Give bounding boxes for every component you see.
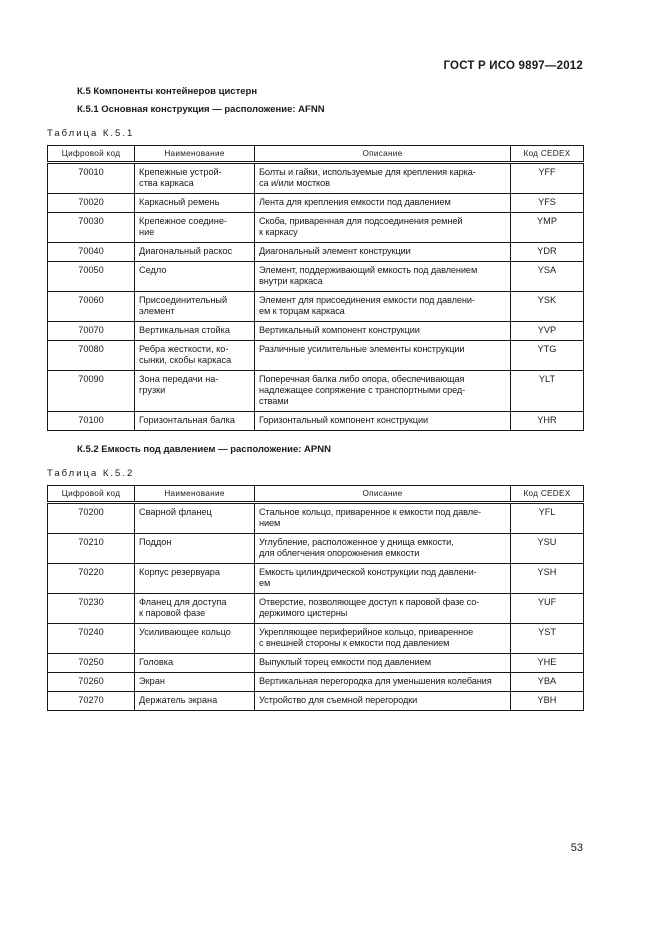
name-cell: Диагональный раскос [135,243,255,262]
name-cell: Зона передачи на- грузки [135,371,255,412]
name-cell: Вертикальная стойка [135,322,255,341]
description-cell: Углубление, расположенное у днища емкости, для облегчения опорожнения емкости [255,534,511,564]
name-cell: Крепежное соедине- ние [135,213,255,243]
code-cell: 70210 [48,534,135,564]
section-title: К.5 Компоненты контейнеров цистерн [77,86,258,97]
cedex-cell: YMP [511,213,584,243]
table-row [48,594,584,624]
code-cell: 70030 [48,213,135,243]
table-row [48,503,584,534]
table-caption-k51: Таблица К.5.1 [47,128,135,139]
cedex-cell: YST [511,624,584,654]
subsection-title-k51: К.5.1 Основная конструкция — расположение: AFNN [77,104,325,115]
table-row [48,262,584,292]
description-cell: Элемент для присоединения емкости под давлени- ем к торцам каркаса [255,292,511,322]
cedex-cell: YFL [511,503,584,534]
name-cell: Экран [135,673,255,692]
name-cell: Корпус резервуара [135,564,255,594]
table-row [48,163,584,194]
header-name: Наименование [135,486,255,503]
description-cell: Вертикальный компонент конструкции [255,322,511,341]
code-cell: 70260 [48,673,135,692]
code-cell: 70070 [48,322,135,341]
table-body-k51 [48,163,584,431]
name-cell: Седло [135,262,255,292]
description-cell: Отверстие, позволяющее доступ к паровой фазе со- держимого цистерны [255,594,511,624]
cedex-cell: YDR [511,243,584,262]
table-row [48,654,584,673]
table-header-row [48,486,584,503]
header-description: Описание [255,486,511,503]
code-cell: 70050 [48,262,135,292]
page-number: 53 [570,842,583,854]
name-cell: Поддон [135,534,255,564]
name-cell: Крепежные устрой- ства каркаса [135,163,255,194]
table-row [48,292,584,322]
code-cell: 70200 [48,503,135,534]
cedex-cell: YLT [511,371,584,412]
name-cell: Держатель экрана [135,692,255,711]
table-row [48,194,584,213]
code-cell: 70220 [48,564,135,594]
cedex-cell: YBH [511,692,584,711]
code-cell: 70230 [48,594,135,624]
description-cell: Укрепляющее периферийное кольцо, приваренное с внешней стороны к емкости под давлением [255,624,511,654]
code-cell: 70080 [48,341,135,371]
cedex-cell: YHR [511,412,584,431]
description-cell: Вертикальная перегородка для уменьшения колебания [255,673,511,692]
cedex-cell: YSK [511,292,584,322]
table-body-k52 [48,503,584,711]
table-row [48,673,584,692]
description-cell: Различные усилительные элементы конструкции [255,341,511,371]
name-cell: Присоединительный элемент [135,292,255,322]
description-cell: Элемент, поддерживающий емкость под давлением внутри каркаса [255,262,511,292]
cedex-cell: YBA [511,673,584,692]
cedex-cell: YTG [511,341,584,371]
header-code: Цифровой код [48,486,135,503]
description-cell: Устройство для съемной перегородки [255,692,511,711]
header-cedex: Код CEDEX [511,486,584,503]
table-row [48,412,584,431]
description-cell: Скоба, приваренная для подсоединения ремней к каркасу [255,213,511,243]
subsection-title-k52: К.5.2 Емкость под давлением — расположение: APNN [77,444,331,455]
code-cell: 70060 [48,292,135,322]
name-cell: Сварной фланец [135,503,255,534]
table-caption-k52: Таблица К.5.2 [47,468,135,479]
cedex-cell: YVP [511,322,584,341]
table-row [48,322,584,341]
cedex-cell: YUF [511,594,584,624]
code-cell: 70020 [48,194,135,213]
description-cell: Емкость цилиндрической конструкции под давлени- ем [255,564,511,594]
cedex-cell: YFF [511,163,584,194]
table-row [48,564,584,594]
code-cell: 70240 [48,624,135,654]
cedex-cell: YSU [511,534,584,564]
cedex-cell: YFS [511,194,584,213]
description-cell: Горизонтальный компонент конструкции [255,412,511,431]
name-cell: Горизонтальная балка [135,412,255,431]
table-row [48,341,584,371]
table-row [48,534,584,564]
header-name: Наименование [135,146,255,163]
table-row [48,213,584,243]
description-cell: Стальное кольцо, приваренное к емкости под давле- нием [255,503,511,534]
name-cell: Усиливающее кольцо [135,624,255,654]
table-row [48,371,584,412]
code-cell: 70100 [48,412,135,431]
table-k51 [47,145,584,431]
cedex-cell: YSA [511,262,584,292]
table-row [48,624,584,654]
code-cell: 70010 [48,163,135,194]
table-header-row [48,146,584,163]
name-cell: Ребра жесткости, ко- сынки, скобы каркаса [135,341,255,371]
description-cell: Поперечная балка либо опора, обеспечивающая надлежащее сопряжение с транспортными сред- ствами [255,371,511,412]
name-cell: Каркасный ремень [135,194,255,213]
description-cell: Болты и гайки, используемые для крепления карка- са и/или мостков [255,163,511,194]
code-cell: 70250 [48,654,135,673]
name-cell: Головка [135,654,255,673]
cedex-cell: YHE [511,654,584,673]
code-cell: 70040 [48,243,135,262]
description-cell: Выпуклый торец емкости под давлением [255,654,511,673]
table-k52 [47,485,584,711]
name-cell: Фланец для доступа к паровой фазе [135,594,255,624]
table-row [48,692,584,711]
header-description: Описание [255,146,511,163]
code-cell: 70270 [48,692,135,711]
header-cedex: Код CEDEX [511,146,584,163]
description-cell: Диагональный элемент конструкции [255,243,511,262]
header-code: Цифровой код [48,146,135,163]
code-cell: 70090 [48,371,135,412]
cedex-cell: YSH [511,564,584,594]
description-cell: Лента для крепления емкости под давлением [255,194,511,213]
document-header: ГОСТ Р ИСО 9897—2012 [443,60,583,72]
table-row [48,243,584,262]
